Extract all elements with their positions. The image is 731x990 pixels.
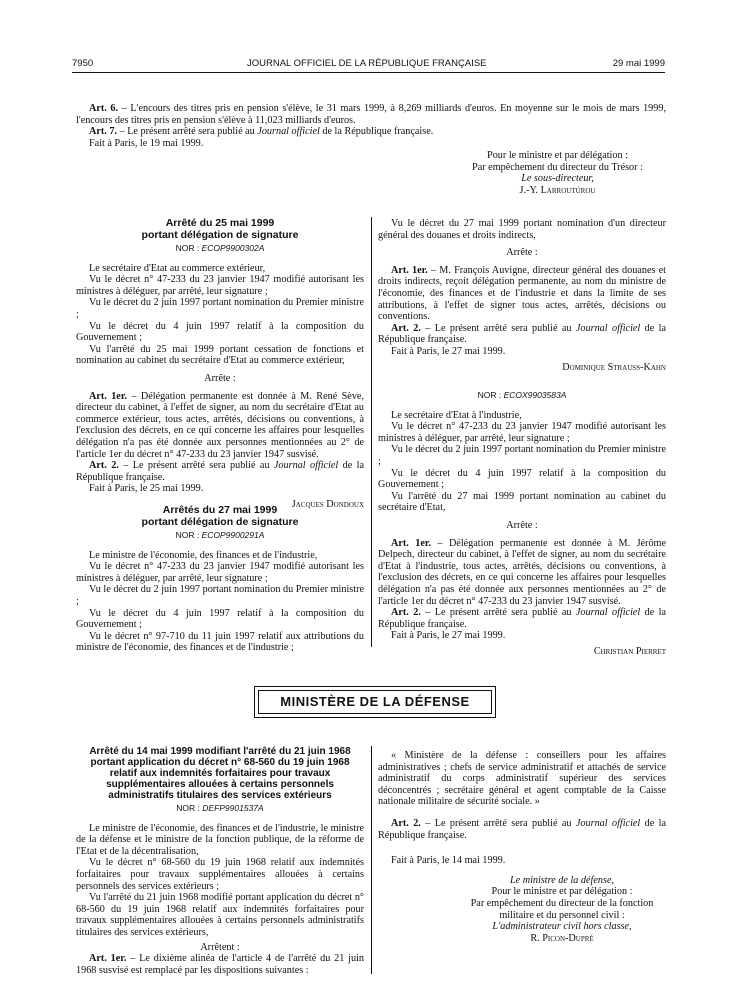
quoted-text: « Ministère de la défense : conseillers pour les affaires administratives ; chefs de service administratif et attachés de service administratif du corps administratif supérieur des services déconcentrés ; secrétaire général et agent comptable de la Caisse nationale militaire de sécurité sociale. » [378,750,666,808]
decree-subtitle: portant délégation de signature [141,515,299,528]
right-decree-auvigne: Vu le décret du 27 mai 1999 portant nomination d'un directeur général des douanes et droits indirects, Arrête : Art. 1er. – M. François Auvigne, directeur général des douanes et droits indirects, reçoit délégation permanente, au nom du ministre de l'économie, des finances et de l'industrie et dans la limite de ses attributions, à l'effet de signer tous actes, arrêtés, décisions ou conventions. Art. 2. – Le présent arrêté sera publié au Journal officiel de la République française. Fait à Paris, le 27 mai 1999. Dominique Strauss-Kahn [378,218,667,373]
nor-code: NOR : ECOP9900302A [175,243,265,253]
right-decree-defense: « Ministère de la défense : conseillers pour les affaires administratives ; chefs de service administratif et attachés de service administratif du corps administratif supérieur des services déconcentrés ; secrétaire général et agent comptable de la Caisse nationale militaire de sécurité sociale. » Art. 2. – Le présent arrêté sera publié au Journal officiel de la République française. Fait à Paris, le 14 mai 1999. Le ministre de la défense, Pour le ministre et par délégation : Par empêchement du directeur de la fonction militaire et du personnel civil : L'administrateur civil hors classe, R. Picon-Dupré [378,750,667,944]
header-date: 29 mai 1999 [612,58,665,69]
signature: Christian Pierret [593,645,666,657]
article-2: Art. 2. – Le présent arrêté sera publié au Journal officiel de la République française. [378,607,667,630]
right-decree-delpech: NOR : ECOX9903583A Le secrétaire d'Etat à l'industrie, Vu le décret n° 47-233 du 23 janvier 1947 modifié autorisant les ministres à déléguer, par arrêté, leur signature ; Vu le décret du 2 juin 1997 portant nomination du Premier ministre ; Vu le décret du 4 juin 1997 relatif à la composition du Gouvernement ; Vu l'arrêté du 27 mai 1999 portant nomination au cabinet du secrétaire d'Etat, Arrête : Art. 1er. – Délégation permanente est donnée à M. Jérôme Delpech, directeur du cabinet, à l'effet de signer, au nom du secrétaire d'Etat à l'industrie, tous actes, arrêtés, décisions ou conventions, à l'exclusion des décrets, en ce qui concerne les affaires pour lesquelles délégation n'a pas été donnée aux personnes mentionnées au 2° de l'article 1er du décret n° 47-233 du 23 janvier 1947 susvisé. Art. 2. – Le présent arrêté sera publié au Journal officiel de la République française. Fait à Paris, le 27 mai 1999. Christian Pierret [378,390,667,657]
signature-block-top: Pour le ministre et par délégation : Par empêchement du directeur du Trésor : Le sous-directeur, J.-Y. Larroutúrou [472,150,643,196]
article-1: Art. 1er. – Délégation permanente est donnée à M. Jérôme Delpech, directeur du cabinet, à l'effet de signer, au nom du secrétaire d'Etat à l'industrie, tous actes, arrêtés, décisions ou conventions, à l'exclusion des décrets, en ce qui concerne les affaires pour lesquelles délégation n'a pas été donnée aux personnes mentionnées au 2° de l'article 1er du décret n° 47-233 du 23 janvier 1947 susvisé. [378,537,666,607]
column-divider [371,217,372,647]
article-2: Art. 2. – Le présent arrêté sera publié au Journal officiel de la République française. [378,817,667,841]
top-section [76,103,666,149]
column-divider [371,746,372,974]
article-6: Art. 6. – L'encours des titres pris en pension s'élève, le 31 mars 1999, à 8,269 milliards d'euros. En moyenne sur le mois de mars 1999, l'encours des titres pris en pension s'élève à 11,023 milliards d'euros. [76,103,666,126]
nor-code: NOR : ECOX9903583A [477,390,567,400]
article-2: Art. 2. – Le présent arrêté sera publié au Journal officiel de la République française. [378,322,667,346]
decree-title: Arrêtés du 27 mai 1999 [162,504,278,516]
signature: Dominique Strauss-Kahn [562,361,666,373]
journal-title: JOURNAL OFFICIEL DE LA RÉPUBLIQUE FRANÇAISE [247,58,487,69]
page-number: 7950 [72,58,94,69]
nor-code: NOR : DEFP9901537A [176,803,264,813]
article-1: Art. 1er. – M. François Auvigne, directeur général des douanes et droits indirects, reçoit délégation permanente, au nom du ministre de l'économie, des finances et de l'industrie et dans la limite de ses attributions, à l'effet de signer tous actes, arrêtés, décisions ou conventions. [378,264,666,323]
article-1: Art. 1er. – Le dixième alinéa de l'article 4 de l'arrêté du 21 juin 1968 susvisé est remplacé par les dispositions suivantes : [76,953,365,976]
decree-subtitle: portant délégation de signature [141,228,299,241]
article-2: Art. 2. – Le présent arrêté sera publié au Journal officiel de la République française. [76,460,365,483]
signature: Jacques Dondoux [291,498,364,510]
done-at: Fait à Paris, le 19 mai 1999. [89,137,204,149]
signature-block: Le ministre de la défense, Pour le ministre et par délégation : Par empêchement du directeur de la fonction militaire et du personnel civil : L'administrateur civil hors classe, R. Picon-Dupré [470,874,654,944]
page-header [72,58,665,73]
decree-title: Arrêté du 25 mai 1999 [165,217,275,229]
nor-code: NOR : ECOP9900291A [175,530,265,540]
ministry-title: MINISTÈRE DE LA DÉFENSE [258,690,492,714]
article-7: Art. 7. – Le présent arrêté sera publié au Journal officiel de la République française. [89,126,434,138]
ministry-banner [254,686,496,718]
left-decree-25-mai: Arrêté du 25 mai 1999 portant délégation de signature NOR : ECOP9900302A Le secrétaire d'Etat au commerce extérieur, Vu le décret n° 47-233 du 23 janvier 1947 modifié autorisant les ministres à déléguer, par arrêté, leur signature ; Vu le décret du 2 juin 1997 portant nomination du Premier ministre ; Vu le décret du 4 juin 1997 relatif à la composition du Gouvernement ; Vu l'arrêté du 25 mai 1999 portant cessation de fonctions et nomination au cabinet du secrétaire d'Etat au commerce extérieur, Arrête : Art. 1er. – Délégation permanente est donnée à M. René Sève, directeur du cabinet, à l'effet de signer, au nom du secrétaire d'Etat au commerce extérieur, tous actes, arrêtés, décisions ou conventions, à l'exclusion des décrets, en ce qui concerne les affaires pour lesquelles délégation n'a pas été donnée aux personnes mentionnées au 2° de l'article 1er du décret n° 47-233 du 23 janvier 1947 susvisé. Art. 2. – Le présent arrêté sera publié au Journal officiel de la République française. Fait à Paris, le 25 mai 1999. Jacques Dondoux [76,217,365,510]
left-decree-27-mai: Arrêtés du 27 mai 1999 portant délégation de signature NOR : ECOP9900291A Le ministre de l'économie, des finances et de l'industrie, Vu le décret n° 47-233 du 23 janvier 1947 modifié autorisant les ministres à déléguer, par arrêté, leur signature ; Vu le décret du 2 juin 1997 portant nomination du Premier ministre ; Vu le décret du 4 juin 1997 relatif à la composition du Gouvernement ; Vu le décret n° 97-710 du 11 juin 1997 relatif aux attributions du ministre de l'économie, des finances et de l'industrie ; [76,504,364,654]
decree-title: Arrêté du 14 mai 1999 modifiant l'arrêté du 21 juin 1968 portant application du décret n° 68-560 du 19 juin 1968 relatif aux indemnités forfaitaires pour travaux supplémentaires allouées à certains personnels administratifs titulaires des services extérieurs [89,746,351,801]
article-1: Art. 1er. – Délégation permanente est donnée à M. René Sève, directeur du cabinet, à l'effet de signer, au nom du secrétaire d'Etat au commerce extérieur, tous actes, arrêtés, décisions ou conventions, à l'exclusion des décrets, en ce qui concerne les affaires pour lesquelles délégation n'a pas été donnée aux personnes mentionnées au 2° de l'article 1er du décret n° 47-233 du 23 janvier 1947 susvisé. [76,390,364,460]
left-decree-defense: Arrêté du 14 mai 1999 modifiant l'arrêté du 21 juin 1968 portant application du décret n° 68-560 du 19 juin 1968 relatif aux indemnités forfaitaires pour travaux supplémentaires allouées à certains personnels administratifs titulaires des services extérieurs NOR : DEFP9901537A Le ministre de l'économie, des finances et de l'industrie, le ministre de la défense et le ministre de la fonction publique, de la réforme de l'Etat et de la décentralisation, Vu le décret n° 68-560 du 19 juin 1968 relatif aux indemnités forfaitaires pour travaux supplémentaires allouées à certains personnels des services extérieurs ; Vu l'arrêté du 21 juin 1968 modifié portant application du décret n° 68-560 du 19 juin 1968 relatif aux indemnités forfaitaires pour travaux supplémentaires allouées à certains personnels administratifs titulaires des services extérieurs, Arrêtent : Art. 1er. – Le dixième alinéa de l'article 4 de l'arrêté du 21 juin 1968 susvisé est remplacé par les dispositions suivantes : [76,746,365,976]
